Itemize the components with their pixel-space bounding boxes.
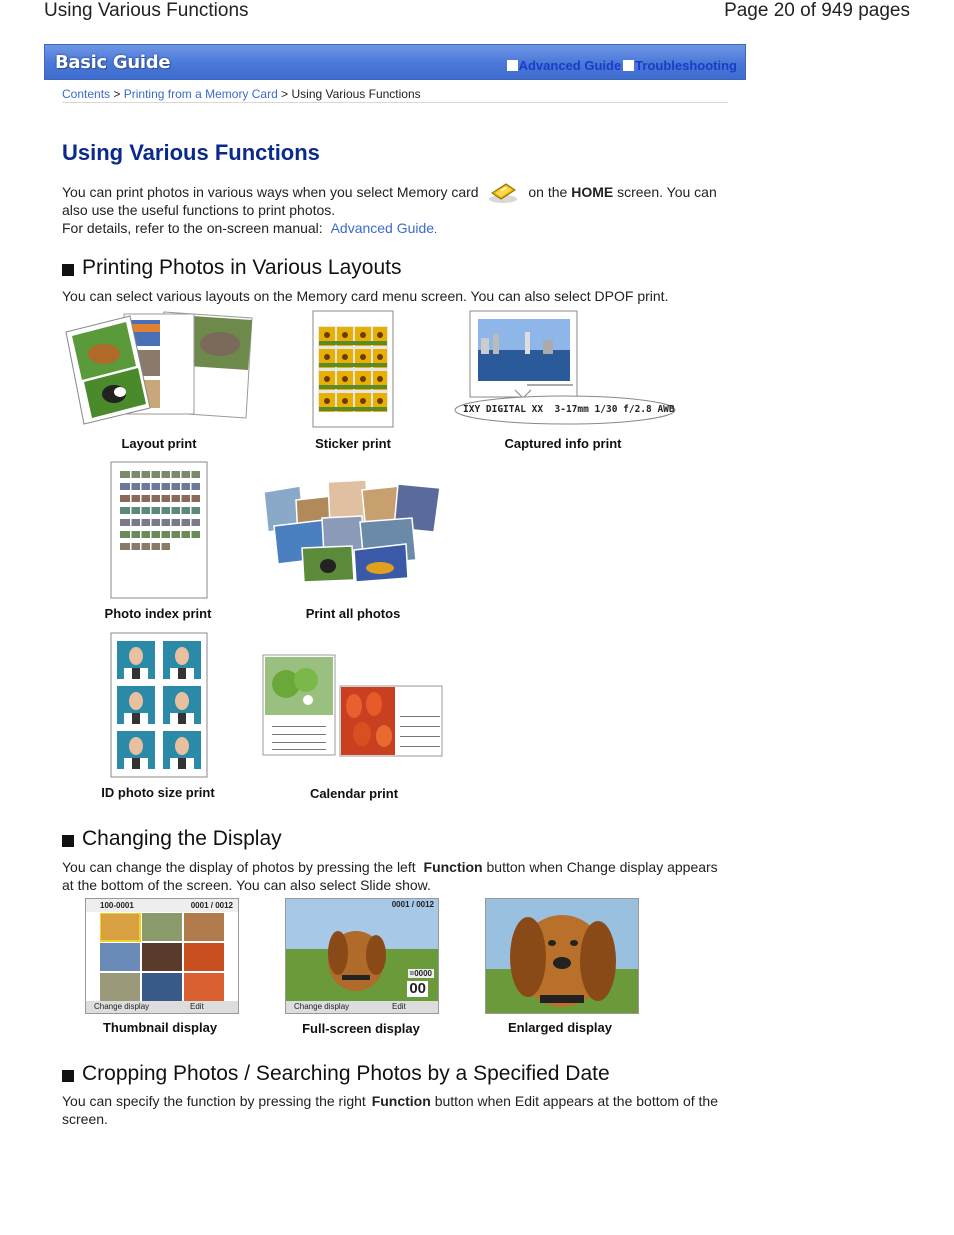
captured-info-print-image xyxy=(453,310,679,428)
section-heading-display: Changing the Display xyxy=(62,827,282,851)
change-display-button: Change display xyxy=(94,1002,150,1011)
edit-button: Edit xyxy=(392,1002,406,1011)
troubleshooting-link[interactable]: Troubleshooting xyxy=(623,58,737,73)
bullet-square-icon xyxy=(62,1070,74,1082)
thumbnail-display-screen: 100-0001 0001 / 0012 Change display Edit xyxy=(85,898,239,1014)
square-icon xyxy=(507,60,518,71)
banner-title: Basic Guide xyxy=(55,52,171,73)
breadcrumb-contents[interactable]: Contents xyxy=(62,87,111,101)
caption-print-all-photos: Print all photos xyxy=(305,606,401,621)
crop-paragraph: You can specify the function by pressing the right Function button when Edit appears at the bottom of the screen. xyxy=(62,1093,718,1127)
advanced-guide-link[interactable]: Advanced Guide xyxy=(507,58,622,73)
breadcrumb-current: Using Various Functions xyxy=(291,87,421,101)
caption-calendar-print: Calendar print xyxy=(309,786,399,801)
change-display-button: Change display xyxy=(294,1002,350,1011)
photo-index-print-image xyxy=(110,461,208,599)
caption-enlarged-display: Enlarged display xyxy=(507,1020,613,1035)
section-heading-crop: Cropping Photos / Searching Photos by a Specified Date xyxy=(62,1062,610,1086)
intro-paragraph: You can print photos in various ways when you select Memory card on the HOME screen. You can also use the useful functions to print photos. For details, refer to the on-screen manual: Advanced Guide. xyxy=(62,181,742,240)
page-title: Using Various Functions xyxy=(62,140,320,165)
edit-button: Edit xyxy=(190,1002,204,1011)
caption-layout-print: Layout print xyxy=(121,436,197,451)
page-number: Page 20 of 949 pages xyxy=(724,0,910,21)
page-header-title: Using Various Functions xyxy=(44,0,249,21)
guide-banner xyxy=(44,44,746,80)
divider xyxy=(62,102,728,103)
memory-card-icon xyxy=(486,181,520,201)
layout-print-image xyxy=(64,310,256,428)
id-photo-print-image xyxy=(110,632,208,778)
breadcrumb: Contents > Printing from a Memory Card > Using Various Functions xyxy=(62,87,421,101)
sticker-print-image xyxy=(312,310,394,428)
captured-info-label: IXY DIGITAL XX 3-17mm 1/30 f/2.8 AWB xyxy=(463,404,675,415)
caption-thumbnail-display: Thumbnail display xyxy=(102,1020,218,1035)
full-screen-display-screen: 0001 / 0012 =0000 00 Change display Edit xyxy=(285,898,439,1014)
section-heading-layouts: Printing Photos in Various Layouts xyxy=(62,256,401,280)
caption-full-screen-display: Full-screen display xyxy=(302,1021,420,1036)
bullet-square-icon xyxy=(62,264,74,276)
advanced-guide-inline-link[interactable]: Advanced Guide xyxy=(330,220,435,236)
caption-id-photo-size-print: ID photo size print xyxy=(101,785,215,800)
display-paragraph: You can change the display of photos by pressing the left Function button when Change display appears at the bottom of the screen. You can also select Slide show. xyxy=(62,859,718,893)
print-all-photos-image xyxy=(262,478,442,582)
caption-captured-info-print: Captured info print xyxy=(504,436,622,451)
banner-links xyxy=(507,58,737,73)
square-icon xyxy=(623,60,634,71)
caption-photo-index-print: Photo index print xyxy=(104,606,212,621)
breadcrumb-memory-card[interactable]: Printing from a Memory Card xyxy=(123,87,278,101)
calendar-print-image xyxy=(262,654,444,758)
enlarged-display-screen xyxy=(485,898,639,1014)
caption-sticker-print: Sticker print xyxy=(315,436,391,451)
bullet-square-icon xyxy=(62,835,74,847)
layouts-paragraph: You can select various layouts on the Memory card menu screen. You can also select DPOF print. xyxy=(62,288,669,304)
